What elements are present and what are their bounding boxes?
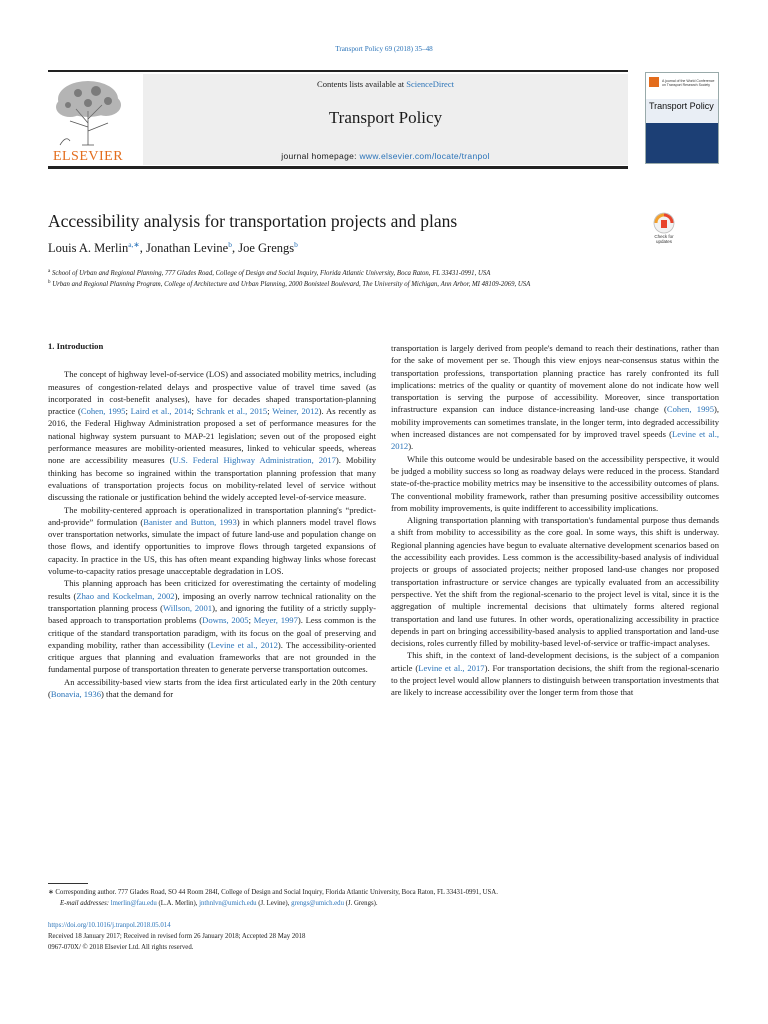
paragraph-text: ). The accessibility-oriented critique argues that planning and evaluation frameworks that are not grounded in the fundamental purpose of transportation threaten to generate perverse transportation outcomes. [48,639,376,675]
citation-link[interactable]: Willson, 2001 [163,602,213,613]
citation-link[interactable]: Weiner, 2012 [272,406,319,417]
paragraph-text: Aligning transportation planning with transportation's fundamental purpose thus demands a shift from mobility to accessibility as the core goal. In some ways, this shift is underway. Regional planning agencies have begun to evaluate alternative development scenarios based on the accessibility each provides. Less common is the accessibility-based analysis of individual projects or groups of associated projects; neither proposed land-use changes nor proposed transportation infrastructure or service changes are typically evaluated from an accessibility perspective. Yet the shift from the regional-scenario to the project level is vital, since it is the aggregation of multiple incremental decisions that ultimately forms altered regional transportation and land use futures. In other words, operationalizing accessibility in practice depends in part on bringing accessibility-based analysis to applied transportation and land-use decisions, roles currently filled by mobility-based level-of-service or traffic-impact analyses. [391,515,719,649]
paragraph-text: ; [248,615,254,626]
author-separator: , [231,241,239,255]
author-separator: , [139,241,146,255]
citation-link[interactable]: Schrank et al., 2015 [196,406,268,417]
paragraph-text: ; [125,406,131,417]
paragraph-text: ). As recently as 2016, the Federal Highway Administration proposed a set of performance measures for the national highway system pursuant to MAP-21 legislation; seven out of the proposed eight performance measures are mobility-oriented measures, linked to vehicular speeds, whereas none are accessibility measures ( [48,406,376,466]
body-column-left [48,340,376,700]
doi-link[interactable]: https://doi.org/10.1016/j.tranpol.2018.05.014 [48,922,171,929]
citation-link[interactable]: Bonavia, 1936 [50,689,101,700]
journal-citation[interactable]: Transport Policy 69 (2018) 35–48 [335,45,433,53]
paragraph-text: While this outcome would be undesirable based on the accessibility perspective, it would be judged a mobility success so long as roadway delays were reduced in the process. Standard state-of-the-practice mobility metrics may be insensitive to the accessibility outcomes of plans. The conventional mobility framework, rather than presuming positive accessibility outcomes from mobility improvements, is quite indifferent to accessibility implications. [391,453,719,513]
paragraph-text: ), imposing an overly narrow technical rationality on the transportation planning process ( [48,590,376,613]
citation-link[interactable]: Levine et al., 2017 [418,662,485,673]
paragraph-text: ), and ignoring the futility of a strictly supply-based approach to transportation problems ( [48,602,376,626]
cover-subtitle: A journal of the World Conference on Transport Research Society [662,79,715,87]
citation-link[interactable]: Cohen, 1995 [666,404,714,415]
email-owner: (J. Levine), [256,900,292,907]
received-dates: Received 18 January 2017; Received in revised form 26 January 2018; Accepted 28 May 2018 [48,933,306,940]
homepage-prefix: journal homepage: [281,151,360,161]
citation-link[interactable]: Laird et al., 2014 [130,406,192,417]
paragraph-text: ). For transportation decisions, the shift from the regional-scenario to the project level would allow planners to distinguish between transportation investments that are likely to increase accessibility over the longer term from those that [391,662,719,698]
paragraph-text: ). Less common is the critique of the standard transportation paradigm, with its focus on the goal of preserving and expanding mobility, rather than accessibility ( [48,615,376,650]
affiliation-b-text: Urban and Regional Planning Program, College of Architecture and Urban Planning, 2000 Bonisteel Boulevard, The University of Michigan, Ann Arbor, MI 48109-2069, USA [52,281,531,288]
paragraph-text: This shift, in the context of land-development decisions, is the subject of a companion article ( [391,650,719,673]
paragraph-text: ; [267,406,273,417]
email-label: E-mail addresses: [60,900,110,907]
body-column-right [391,342,719,699]
paragraph [391,342,719,453]
paragraph [391,514,719,649]
paragraph [48,368,376,503]
email-link[interactable]: jnthnlvn@umich.edu [199,900,257,907]
check-updates-label: Check for updates [654,234,674,244]
cover-title: Transport Policy [649,101,714,111]
copyright: 0967-070X/ © 2018 Elsevier Ltd. All rights reserved. [48,944,194,951]
contents-prefix: Contents lists available at [317,79,407,89]
footnote-rule [48,883,88,884]
contents-line [143,79,628,89]
affiliation-a-text: School of Urban and Regional Planning, 777 Glades Road, College of Design and Social Inquiry, Florida Atlantic University, Boca Raton, FL 33431-0991, USA [51,270,491,277]
paragraph-text: The mobility-centered approach is operationalized in transportation planning's “predict-and-provide” formulation ( [48,504,376,527]
citation-link[interactable]: Banister and Button, 1993 [143,516,237,527]
paragraph-text: This planning approach has been criticized for overestimating the certainty of modeling results ( [48,578,376,601]
paragraph-text: ; [191,406,197,417]
sciencedirect-link[interactable]: ScienceDirect [406,79,454,89]
email-owner: (L.A. Merlin), [156,900,200,907]
article-title: Accessibility analysis for transportation projects and plans [48,211,458,231]
journal-cover-image [645,72,719,164]
author-list [48,240,298,256]
citation-link[interactable]: Cohen, 1995 [80,406,126,417]
paragraph-text: ). Mobility thinking has become so ingrained within the transportation planning profession that many evaluations of transportation projects focus on mobility-related level of service without discussing the rationale or justification behind the widely accepted level-of-service measure. [48,455,376,503]
homepage-link[interactable]: www.elsevier.com/locate/tranpol [359,151,490,161]
journal-homepage [143,151,628,161]
elsevier-logo [48,75,128,165]
author-affiliation-marker[interactable]: b [294,240,298,249]
header-top-rule [48,70,628,72]
citation-link[interactable]: Zhao and Kockelman, 2002 [76,590,175,601]
author-name: Louis A. Merlin [48,241,129,255]
citation-link[interactable]: Levine et al., 2012 [210,639,278,650]
tree-icon [48,75,128,147]
paragraph-text: The concept of highway level-of-service (LOS) and associated mobility metrics, including measures of congestion-related delays and prospective value of travel time saved (as incorporated in cost-benefit analyses), have for decades shaped transportation-planning practice ( [48,369,376,417]
paragraph-text: ) that the demand for [101,689,174,700]
affiliation-a-marker: a [48,269,51,274]
affiliation-b-marker: b [48,280,51,285]
paragraph-text: transportation is largely derived from people's demand to reach their destinations, rather than for the sake of movement per se. Though this view enjoys near-consensus status within the transportation professions, transportation planning practice has rarely confronted its full implications: metrics of the quality or quantity of movement alone do not indicate how well transportation is serving the purpose of accessibility. Moreover, since transportation infrastructure expansion can induce distance-increasing land-use change ( [391,343,719,415]
paragraph-text: An accessibility-based view starts from the idea first articulated early in the 20th century ( [48,676,376,700]
author-name: Joe Grengs [238,241,295,255]
citation-link[interactable]: Levine et al., 2012 [391,429,719,452]
paragraph [391,649,719,698]
author-affiliation-marker[interactable]: b [228,240,232,249]
paragraph-text: ) in which planners model travel flows over transportation networks, simulate the impact of future land-use and population change on those flows, and identify opportunities to improve flows through targeted expansions of capacity. In practice in the US, this has often meant expanding highway links whose forecast volume-to-capacity ratios presage unacceptable degradation in LOS. [48,516,376,577]
paragraph [391,453,719,514]
publisher-wordmark: ELSEVIER [52,149,124,164]
cover-logo-icon [649,77,659,87]
check-for-updates-badge[interactable] [646,212,682,252]
paragraph [48,676,376,701]
section-heading: 1. Introduction [48,341,104,351]
paragraph-text: ), mobility improvements can sometimes translate, in the longer term, into degraded accessibility when increased distances are not compensated for by improved travel speeds ( [391,404,720,440]
check-updates-icon [646,212,682,234]
paragraph-text: ). [408,441,414,452]
email-link[interactable]: lmerlin@fau.edu [110,900,157,907]
journal-title: Transport Policy [328,108,443,127]
citation-link[interactable]: U.S. Federal Highway Administration, 2017 [172,455,336,466]
citation-link[interactable]: Downs, 2005 [202,615,249,626]
paragraph [48,504,376,578]
author-name: Jonathan Levine [145,241,229,255]
author-affiliation-marker[interactable]: a,∗ [128,240,140,249]
paragraph [48,577,376,675]
citation-link[interactable]: Meyer, 1997 [253,615,298,626]
email-link[interactable]: grengs@umich.edu [291,900,344,907]
affiliation-b [48,277,638,291]
footnote-emails [48,898,740,910]
header-bottom-rule [48,166,628,169]
email-owner: (J. Grengs). [343,900,378,907]
footnote-corresponding: ∗ Corresponding author. 777 Glades Road, SO 44 Room 284I, College of Design and Social Inquiry, Florida Atlantic University, Boca Raton, FL 33431-0991, USA. [48,889,498,896]
